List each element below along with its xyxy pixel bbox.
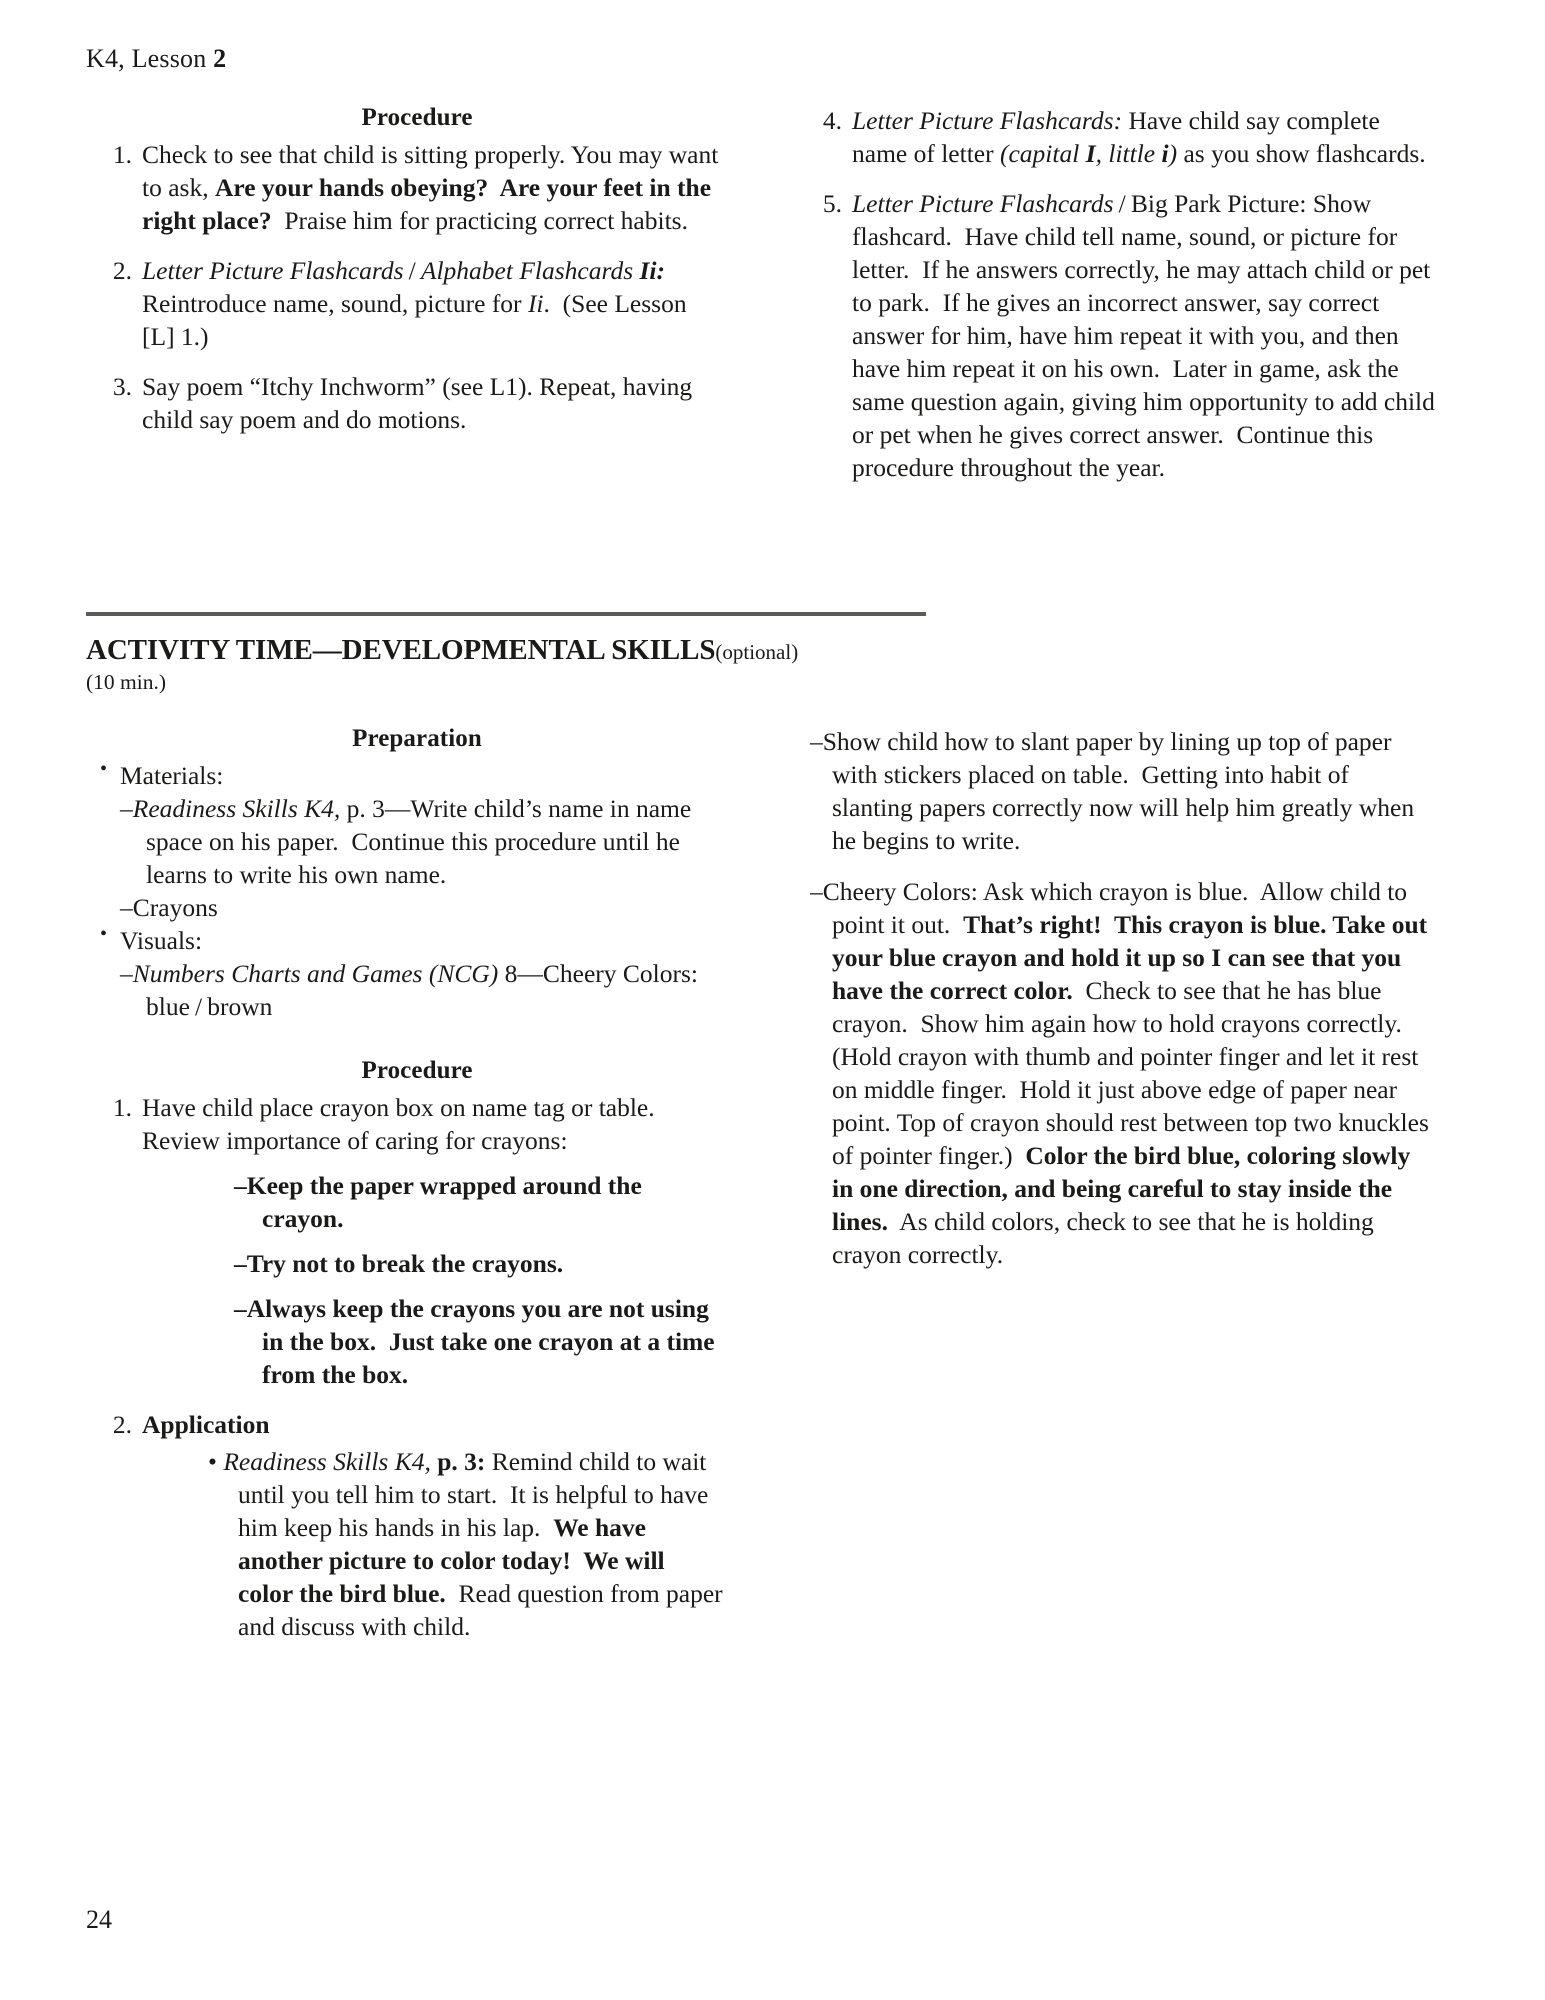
procedure2-dash-2: –Try not to break the crayons.: [234, 1249, 564, 1279]
procedure-heading-2: Procedure: [361, 1057, 473, 1085]
procedure-item-3-text: Say poem “Itchy Inchworm” (see L1). Repeat, having child say poem and do motions.: [142, 372, 693, 435]
procedure-item-1-marker: 1.: [112, 140, 132, 169]
activity-right-item-2-text: Cheery Colors: Ask which crayon is blue. Allow child to point it out. That’s right! This crayon is blue. Take out your blue crayon and hold it up so I can see that you have the correct color. Check to see that he has blue crayon. Show him again how to hold crayons correctly. (Hold crayon with thumb and pointer finger and let it rest on middle finger. Hold it just above edge of paper near point. Top of crayon should rest between top two knuckles of pointer finger.) Color the bird blue, coloring slowly in one direction, and being careful to stay inside the lines. As child colors, check to see that he is holding crayon correctly.: [822, 877, 1429, 1270]
procedure-item-4-marker: 4.: [822, 106, 842, 135]
procedure-item-5: [796, 187, 1436, 484]
procedure-item-2-text: Letter Picture Flashcards / Alphabet Flashcards Ii: Reintroduce name, sound, picture for Ii. (See Lesson [L] 1.): [142, 256, 687, 352]
preparation-list: [86, 759, 724, 1023]
materials-bullet: [86, 759, 724, 792]
procedure2-dash-1-text: Keep the paper wrapped around the crayon.: [246, 1171, 642, 1234]
procedure-heading-1: Procedure: [361, 104, 473, 131]
running-head: [86, 44, 226, 74]
procedure2-item-1-marker: 1.: [112, 1093, 132, 1123]
procedure-list-2: [86, 1091, 724, 1643]
procedure2-item-2-marker: 2.: [112, 1410, 132, 1440]
activity-left-column: [86, 725, 746, 1643]
activity-time-optional-label: (optional): [715, 640, 799, 664]
running-head-lesson-number: 2: [213, 44, 227, 73]
procedure2-dash-1: –Keep the paper wrapped around the crayon.: [234, 1171, 642, 1234]
procedure-item-3: [86, 370, 724, 436]
activity-right-column: [746, 725, 1436, 1643]
activity-title-line: [86, 634, 926, 667]
procedure-item-1-text: Check to see that child is sitting properly. You may want to ask, Are your hands obeying? Are your feet in the right place? Praise him for practicing correct habits.: [142, 140, 719, 236]
materials-label: Materials:: [120, 761, 224, 790]
application-bullet-text: Readiness Skills K4, p. 3: Remind child to wait until you tell him to start. It is helpful to have him keep his hands in his lap. We have another picture to color today! We will color the bird blue. Read question from paper and discuss with child.: [223, 1447, 723, 1642]
procedure2-dash-2-text: Try not to break the crayons.: [246, 1249, 564, 1279]
application-label: Application: [142, 1410, 270, 1440]
section-divider-rule: [86, 612, 926, 616]
page-number: 24: [86, 1905, 112, 1934]
preparation-heading: Preparation: [352, 725, 482, 752]
materials-item-1: –Readiness Skills K4, p. 3—Write child’s name in name space on his paper. Continue this procedure until he learns to write his own name.: [120, 794, 692, 890]
materials-item-2-text: Crayons: [132, 893, 218, 923]
bullet-dot-icon: •: [100, 758, 108, 780]
procedure-list-1: [86, 138, 724, 436]
activity-right-item-1-text: Show child how to slant paper by lining up top of paper with stickers placed on table. Getting into habit of slanting papers correctly now will help him greatly when he begins to write.: [822, 727, 1415, 856]
procedure-item-5-marker: 5.: [822, 189, 842, 219]
procedure-item-4-text: Letter Picture Flashcards: Have child say complete name of letter (capital I, little i) as you show flashcards.: [852, 106, 1426, 169]
procedure-item-2-marker: 2.: [112, 256, 132, 286]
procedure2-item-2: [86, 1408, 724, 1643]
procedure2-dash-3: –Always keep the crayons you are not using in the box. Just take one crayon at a time from the box.: [234, 1294, 715, 1390]
visuals-item-1-text: Numbers Charts and Games (NCG) 8—Cheery Colors: blue / brown: [132, 959, 699, 1022]
running-head-label: K4, Lesson: [86, 44, 214, 73]
top-procedure-right-column: [746, 104, 1436, 484]
materials-item-2: –Crayons: [120, 893, 218, 923]
activity-content-block: [86, 725, 1466, 1643]
procedure-item-1: [86, 138, 724, 237]
procedure-item-5-text: Letter Picture Flashcards / Big Park Picture: Show flashcard. Have child tell name, sound, or picture for letter. If he answers correctly, he may attach child or pet to park. If he gives an incorrect answer, say correct answer for him, have him repeat it with you, and then have him repeat it on his own. Later in game, ask the same question again, giving him opportunity to add child or pet when he gives correct answer. Continue this procedure throughout the year.: [852, 189, 1435, 483]
procedure-item-3-marker: 3.: [112, 372, 132, 402]
materials-item-1-text: Readiness Skills K4, p. 3—Write child’s name in name space on his paper. Continue this procedure until he learns to write his own name.: [132, 794, 692, 890]
visuals-label: Visuals:: [120, 926, 203, 956]
activity-time-header: [86, 612, 926, 695]
procedure2-item-1-text: Have child place crayon box on name tag or table. Review importance of caring for crayons:: [142, 1093, 662, 1156]
activity-right-item-1: –Show child how to slant paper by lining up top of paper with stickers placed on table. Getting into habit of slanting papers correctly now will help him greatly when he begins to write.: [810, 727, 1415, 856]
procedure-item-4: [796, 104, 1436, 170]
activity-time-title: ACTIVITY TIME—DEVELOPMENTAL SKILLS: [86, 634, 716, 666]
procedure-list-1-continued: [796, 104, 1436, 484]
bullet-dot-icon: •: [100, 923, 108, 946]
top-procedure-left-column: [86, 104, 746, 484]
activity-right-item-2: –Cheery Colors: Ask which crayon is blue. Allow child to point it out. That’s right! This crayon is blue. Take out your blue crayon and hold it up so I can see that you have the correct color. Check to see that he has blue crayon. Show him again how to hold crayons correctly. (Hold crayon with thumb and pointer finger and let it rest on middle finger. Hold it just above edge of paper near point. Top of crayon should rest between top two knuckles of pointer finger.) Color the bird blue, coloring slowly in one direction, and being careful to stay inside the lines. As child colors, check to see that he is holding crayon correctly.: [810, 877, 1429, 1270]
visuals-item-1: –Numbers Charts and Games (NCG) 8—Cheery Colors: blue / brown: [120, 959, 699, 1022]
procedure2-item-1: [86, 1091, 724, 1391]
procedure-item-2: [86, 254, 724, 353]
top-procedure-block: [86, 104, 1466, 484]
application-bullet-item: • Readiness Skills K4, p. 3: Remind child to wait until you tell him to start. It is helpful to have him keep his hands in his lap. We have another picture to color today! We will color the bird blue. Read question from paper and discuss with child.: [208, 1447, 723, 1642]
visuals-bullet: [86, 924, 724, 957]
activity-time-duration: (10 min.): [86, 670, 167, 694]
procedure2-dash-3-text: Always keep the crayons you are not using in the box. Just take one crayon at a time from the box.: [246, 1294, 715, 1390]
